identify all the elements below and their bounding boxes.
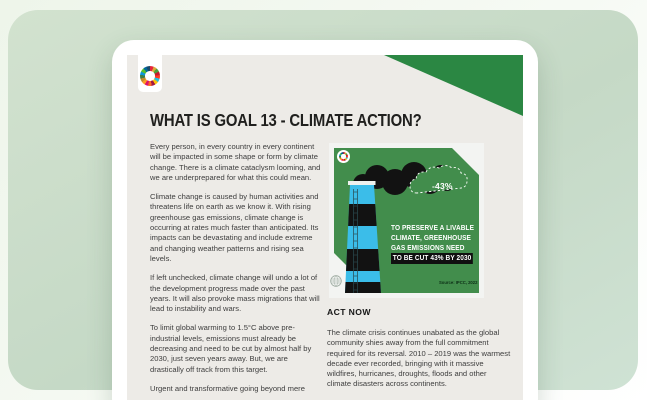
message-line: TO PRESERVE A LIVABLE [391, 223, 475, 232]
message-line: CLIMATE, GREENHOUSE [391, 232, 471, 242]
sdg-wheel-icon [140, 66, 160, 86]
chimney-cap [348, 181, 376, 185]
climate-infographic [329, 143, 484, 298]
document-page [127, 55, 523, 400]
infographic-message [391, 223, 485, 264]
page-title: WHAT IS GOAL 13 - CLIMATE ACTION? [150, 110, 422, 130]
act-now-paragraph: The climate crisis continues unabated as the global community shies away from the full commitment required for its reversal. 2010 – 2019 was the warmest decade ever recorded, bringing with it massive wildfires, hurricanes, droughts, floods and other climate disasters across continents. [327, 328, 511, 389]
corner-accent-triangle [384, 55, 523, 116]
body-paragraph: Every person, in every country in every continent will be impacted in some shape or form by climate change. There is a climate cataclysm looming, and we are underprepared for what this could mean. [150, 142, 321, 182]
sdg-logo-tab [138, 55, 162, 92]
document-card [112, 40, 538, 400]
body-paragraph: If left unchecked, climate change will undo a lot of the development progress made over the past years. It will also provoke mass migrations that will lead to instability and wars. [150, 273, 320, 314]
source-credit: Source: IPCC, 2022 [439, 280, 478, 285]
message-line: GAS EMISSIONS NEED [391, 242, 465, 252]
act-now-heading: ACT NOW [327, 307, 371, 317]
un-emblem-icon [329, 274, 343, 288]
mini-sdg-wheel-icon [337, 150, 350, 163]
body-paragraph: To limit global warming to 1.5°C above pre-industrial levels, emissions must already be decreasing and need to be cut by almost half by 2030, just seven years away. But, we are drastically off track from this target. [150, 323, 312, 374]
body-paragraph: Climate change is caused by human activities and threatens life on earth as we know it. With rising greenhouse gas emissions, climate change is occurring at rates much faster than anticipated. Its impacts can be devastating and include extreme and changing weather patterns and rising sea levels. [150, 192, 319, 263]
left-text-column [150, 142, 323, 400]
infographic-artwork [329, 143, 484, 298]
reduction-value: -43% [432, 181, 453, 191]
message-line-highlighted: TO BE CUT 43% BY 2030 [392, 253, 472, 263]
body-paragraph: Urgent and transformative going beyond mere [150, 383, 305, 393]
